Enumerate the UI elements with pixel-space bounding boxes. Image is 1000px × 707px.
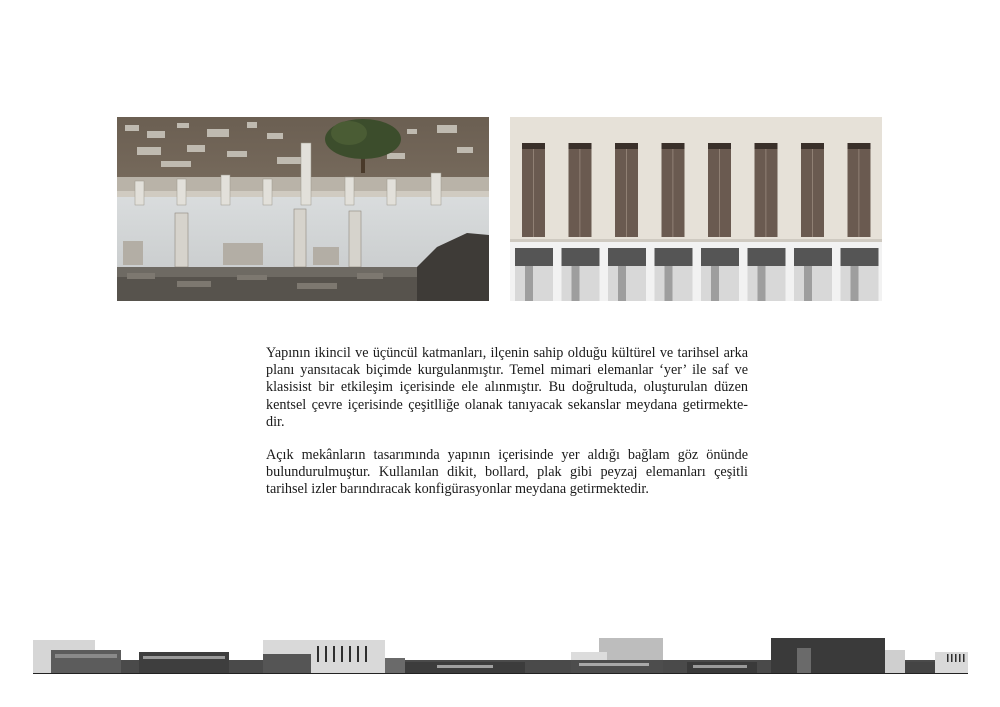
shop-awning: [515, 248, 553, 266]
shop-window: [562, 266, 600, 301]
shop-window: [748, 266, 786, 301]
shop-window: [701, 266, 739, 301]
ruins-photo: [117, 117, 489, 301]
shop-window: [841, 266, 879, 301]
shop-awning: [841, 248, 879, 266]
shop-window: [794, 266, 832, 301]
shop-awning: [701, 248, 739, 266]
shop-awning: [608, 248, 646, 266]
facade-elevation: [510, 117, 882, 301]
street-elevation: [33, 630, 968, 678]
facade-elevation-drawing: [510, 117, 882, 301]
shop-window: [515, 266, 553, 301]
shop-awning: [562, 248, 600, 266]
shop-awning: [748, 248, 786, 266]
shop-window: [655, 266, 693, 301]
street-elevation-drawing: [33, 630, 968, 678]
ruins-photo-illustration: [117, 117, 489, 301]
paragraph-1: Yapının ikincil ve üçüncül katmanları, ilçenin sahip olduğu kültürel ve tarihsel arka planı yansıtacak biçimde kurgulanmıştır. Temel mimari elemanlar ‘yer’ ile saf ve klasisist bir etkileşim içerisinde ele alınmıştır. Bu doğrultuda, oluşturulan düzen kentsel çevre içerisinde çeşitlliğe olanak tanıyacak sekanslar meydana getirmekte-dir.: [266, 345, 748, 430]
description-text: [266, 345, 748, 515]
shop-awning: [655, 248, 693, 266]
shop-window: [608, 266, 646, 301]
paragraph-2: Açık mekânların tasarımında yapının içerisinde yer aldığı bağlam göz önünde bulundurulmuştur. Kullanılan dikit, bollard, plak gibi peyzaj elemanları çeşitli tarihsel izler barındıracak konfigürasyonlar meydana getirmektedir.: [266, 447, 748, 498]
shop-awning: [794, 248, 832, 266]
